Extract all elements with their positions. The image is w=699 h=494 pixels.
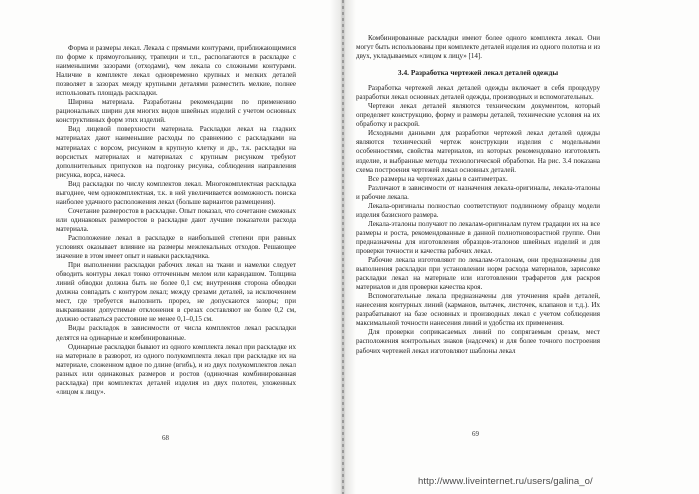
paragraph: Расположение лекал в раскладке в наибольшей степени при равных условиях оказывает влияние на размеры межлекальных отходов. Решающее значение в этом имеет опыт и навыки раскладчика. [56, 233, 296, 261]
paragraph: Лекала-эталоны получают по лекалам-оригиналам путем градации их на все размеры и роста, рекомендованные в данной полнотновозрастной группе. Они предназначены для изготовления образцов-эталонов швейных изделий и для проверки точности и качества рабочих лекал. [356, 219, 600, 255]
left-page [0, 0, 344, 494]
paragraph: Вид лицевой поверхности материала. Раскладки лекал на гладких материалах дают наименьшие расходы по сравнению с раскладками на материалах с ворсом, рисунком в крупную клетку и др., т.к. раскладки на ворсистых материалах и материалах с крупным рисунком требуют дополнительных припусков на подгонку рисунка, соблюдения направления рисунка, ворса, начеса. [56, 125, 296, 179]
paragraph: Различают в зависимости от назначения лекала-оригиналы, лекала-эталоны и рабочие лекала. [356, 183, 600, 201]
section-title: 3.4. Разработка чертежей лекал деталей одежды [397, 68, 559, 78]
paragraph: Сочетание размеростов в раскладке. Опыт показал, что сочетание смежных или одинаковых размеростов в раскладке дают лучшие показатели расхода материала. [56, 206, 296, 233]
right-page [344, 0, 699, 494]
paragraph: Для проверки соприкасаемых линий по сопрягаемым срезам, мест расположения контрольных знаков (надсечек) и для более точного построения рабочих чертежей лекал изготовляют шаблоны лекал [356, 328, 600, 355]
left-page-text [56, 44, 296, 397]
page-number: 69 [472, 430, 479, 438]
paragraph: Все размеры на чертежах даны в сантиметрах. [368, 174, 508, 183]
paragraph: Виды раскладок в зависимости от числа комплектов лекал раскладки делятся на одинарные и комбинированные. [56, 324, 296, 342]
paragraph: Рабочие лекала изготовляют по лекалам-эталонам, они предназначены для выполнения раскладки при установлении норм расхода материалов, зарисовке раскладки лекал на материале или изготовлении трафаретов для раскроя материалов и для проверки качества кроя. [356, 256, 600, 292]
paragraph: Лекала-оригиналы полностью соответствуют подлинному образцу модели изделия базисного размера. [356, 201, 600, 219]
page-number: 68 [162, 434, 169, 442]
paragraph: Разработка чертежей лекал деталей одежды включает в себя процедуру разработки лекал основных деталей одежды, производных и вспомогательных. [356, 84, 600, 102]
paragraph: Исходными данными для разработки чертежей лекал деталей одежды являются технический чертеж конструкции изделия с модельными особенностями, свойства материалов, из которых рекомендовано изготовлять изделие, и выбранные методы технологической обработки. На рис. 3.4 показана схема построения чертежей лекал основных деталей. [356, 129, 600, 174]
watermark-url: http://www.liveinternet.ru/users/galina_o/ [418, 476, 593, 487]
paragraph: Форма и размеры лекал. Лекала с прямыми контурами, приближающимися по форме к прямоугольнику, трапеции и т.п., располагаются в раскладке с наименьшими зазорами (отходами), чем лекала со сложными контурами. Наличие в комплекте лекал одновременно крупных и мелких деталей позволяет в зазорах между крупными деталями разместить мелкие, полнее использовать площадь раскладки. [56, 44, 296, 98]
paragraph: При выполнении раскладки рабочих лекал на ткани и намелки следует обводить контуры лекал тонко отточенным мелом или карандашом. Толщина линий обводки должна быть не более 0,1 см; внутренняя сторона обводки должна совпадать с контуром лекал; между срезами деталей, за исключением мест, где требуется выполнить прорез, не допускаются зазоры; при выкраивании допустимые отклонения в срезах составляют не более 0,2 см, должно оставаться расстояние не менее 0,1–0,15 см. [56, 261, 296, 324]
paragraph: Комбинированные раскладки имеют более одного комплекта лекал. Они могут быть использованы при комплекте деталей изделия из одного полотна и из двух, укладываемых «лицом к лицу» [14]. [356, 34, 600, 61]
paragraph: Чертежи лекал деталей являются техническим документом, который определяет конструкцию, форму и размеры деталей, технические условия на их обработку и раскрой. [356, 102, 600, 129]
paragraph: Вспомогательные лекала предназначены для уточнения краёв деталей, нанесения контурных линий (карманов, вытачек, листочек, клапанов и т.д.). Их разрабатывают на базе основных и производных лекал с учетом соблюдения максимальной точности нанесения линий и удобства их применения. [356, 292, 600, 328]
paragraph: Одинарные раскладки бывают из одного комплекта лекал при раскладке их на материале в разворот, из одного полукомплекта лекал при раскладке их на материале, сложенном вдвое по длине (вгибь), и из двух полукомплектов лекал разных или одинаковых размеров и ростов (одиночная комбинированная раскладка) при комплектах деталей изделия из двух полотен, уложенных «лицом к лицу». [56, 342, 296, 396]
paragraph: Ширина материала. Разработаны рекомендации по применению рациональных ширин для многих видов швейных изделий с учетом основных конструктивных форм этих изделий. [56, 98, 296, 125]
paragraph: Вид раскладки по числу комплектов лекал. Многокомплектная раскладка выгоднее, чем однокомплектная, т.к. в ней увеличивается возможность поиска наиболее удачного расположения лекал (больше вариантов размещения). [56, 179, 296, 206]
right-page-text [356, 34, 600, 356]
